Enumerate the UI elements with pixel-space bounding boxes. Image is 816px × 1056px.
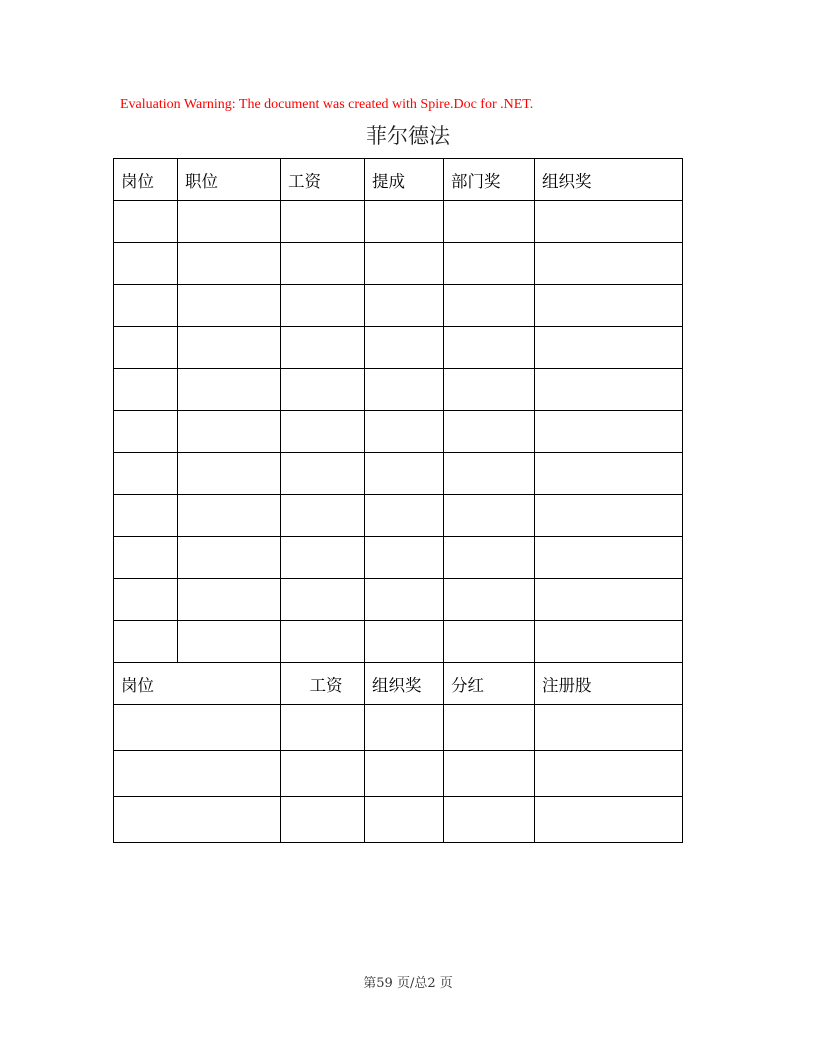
table-cell [444, 495, 535, 537]
table-cell [444, 453, 535, 495]
table-cell [365, 327, 444, 369]
table-cell [178, 579, 281, 621]
table-cell [365, 797, 444, 843]
table-row [114, 537, 683, 579]
table-cell [114, 411, 178, 453]
table-cell [444, 369, 535, 411]
table-cell [365, 369, 444, 411]
salary-table [113, 158, 683, 843]
table-cell [535, 705, 683, 751]
table-cell [365, 705, 444, 751]
table-cell [444, 285, 535, 327]
table-cell [444, 411, 535, 453]
header-cell: 岗位 [114, 159, 178, 201]
table-cell [178, 411, 281, 453]
table-cell [281, 705, 365, 751]
table-cell [281, 327, 365, 369]
table-cell [365, 411, 444, 453]
table-cell [444, 621, 535, 663]
table-cell [178, 621, 281, 663]
table-cell [535, 453, 683, 495]
table-cell [178, 285, 281, 327]
header-cell: 提成 [365, 159, 444, 201]
table-cell [281, 579, 365, 621]
table-cell [114, 495, 178, 537]
table-header-row [114, 159, 683, 201]
table-cell [114, 751, 281, 797]
table-cell [114, 705, 281, 751]
table-cell [535, 369, 683, 411]
table-cell [114, 201, 178, 243]
table-cell [114, 579, 178, 621]
header-cell: 组织奖 [535, 159, 683, 201]
header-cell: 分红 [444, 663, 535, 705]
table-header-row-2 [114, 663, 683, 705]
table-row [114, 705, 683, 751]
table-cell [178, 453, 281, 495]
table-cell [281, 621, 365, 663]
table-cell [535, 751, 683, 797]
table-cell [281, 285, 365, 327]
table-cell [535, 621, 683, 663]
table-cell [444, 705, 535, 751]
table-cell [535, 495, 683, 537]
table-row [114, 751, 683, 797]
table-cell [178, 495, 281, 537]
page-footer: 第59 页/总2 页 [363, 976, 453, 991]
table-cell [365, 537, 444, 579]
header-cell: 工资 [281, 663, 365, 705]
table-cell [281, 243, 365, 285]
table-cell [281, 453, 365, 495]
table-cell [444, 327, 535, 369]
table-cell [178, 327, 281, 369]
table-cell [114, 797, 281, 843]
table-cell [444, 579, 535, 621]
table-cell [281, 369, 365, 411]
table-cell [365, 579, 444, 621]
table-cell [114, 243, 178, 285]
table-row [114, 579, 683, 621]
header-cell: 工资 [281, 159, 365, 201]
table-row [114, 621, 683, 663]
table-cell [444, 201, 535, 243]
header-cell: 注册股 [535, 663, 683, 705]
header-cell: 职位 [178, 159, 281, 201]
table-cell [114, 369, 178, 411]
table-cell [114, 327, 178, 369]
table-cell [178, 369, 281, 411]
table-cell [114, 453, 178, 495]
table-cell [281, 797, 365, 843]
table-row [114, 201, 683, 243]
table-cell [444, 751, 535, 797]
table-cell [444, 243, 535, 285]
table-cell [114, 537, 178, 579]
table-cell [535, 327, 683, 369]
table-cell [114, 621, 178, 663]
table-cell [535, 579, 683, 621]
table-cell [535, 537, 683, 579]
header-cell: 组织奖 [365, 663, 444, 705]
table-row [114, 243, 683, 285]
table-cell [365, 285, 444, 327]
table-row [114, 453, 683, 495]
table-row [114, 285, 683, 327]
table-cell [281, 537, 365, 579]
table-cell [178, 537, 281, 579]
table-cell [178, 201, 281, 243]
table-row [114, 411, 683, 453]
table-cell [365, 453, 444, 495]
table-cell [535, 285, 683, 327]
table-row [114, 495, 683, 537]
table-cell [114, 285, 178, 327]
table-cell [535, 797, 683, 843]
table-row [114, 369, 683, 411]
table-cell [178, 243, 281, 285]
table-cell [281, 411, 365, 453]
table-cell [444, 537, 535, 579]
table-cell [535, 243, 683, 285]
table-cell [365, 243, 444, 285]
table-cell [535, 411, 683, 453]
table-cell [444, 797, 535, 843]
table-cell [281, 495, 365, 537]
table-cell [535, 201, 683, 243]
table-cell [365, 495, 444, 537]
evaluation-warning: Evaluation Warning: The document was created with Spire.Doc for .NET. [120, 97, 534, 112]
table-cell [281, 201, 365, 243]
header-cell: 部门奖 [444, 159, 535, 201]
table-cell [365, 201, 444, 243]
table-cell [365, 751, 444, 797]
document-title: 菲尔德法 [366, 124, 450, 148]
table-row [114, 327, 683, 369]
header-cell: 岗位 [114, 663, 281, 705]
table-row [114, 797, 683, 843]
table-cell [365, 621, 444, 663]
table-cell [281, 751, 365, 797]
